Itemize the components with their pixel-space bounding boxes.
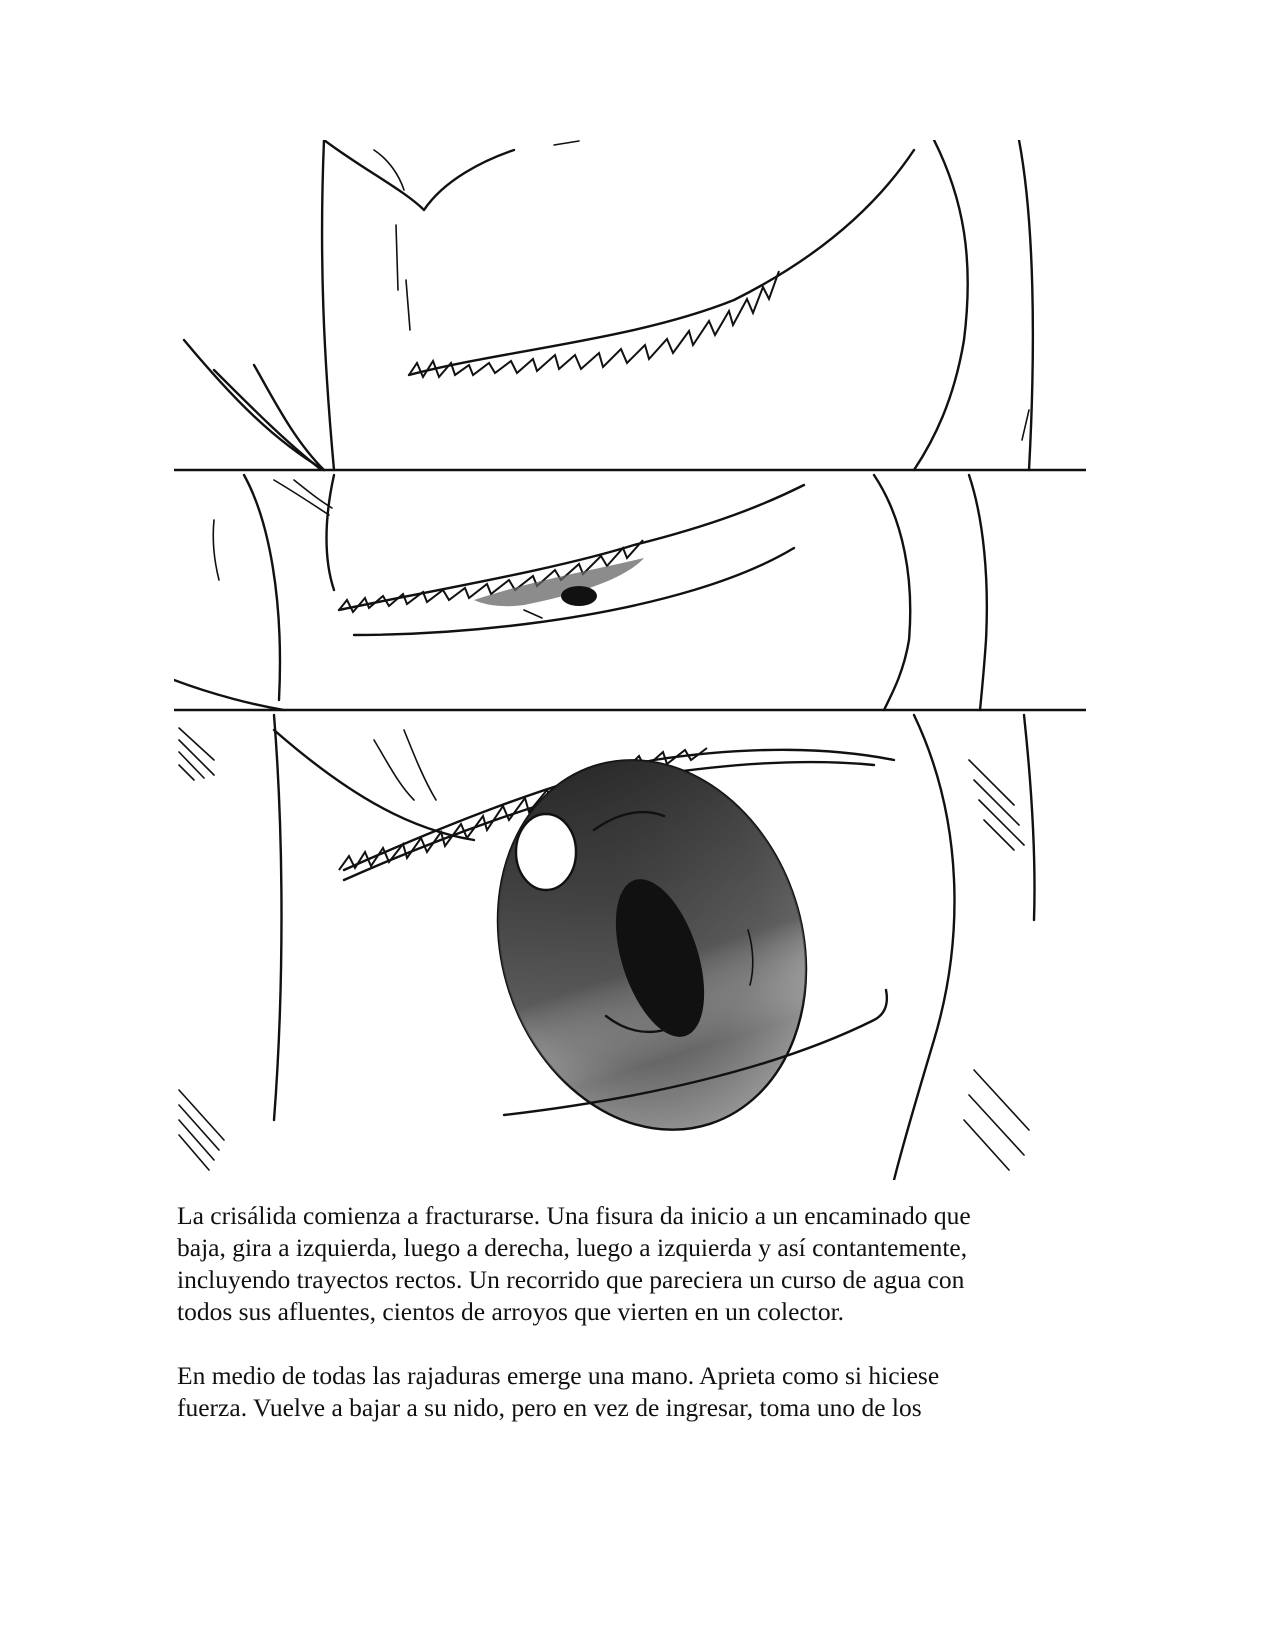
body-text (177, 1200, 1089, 1456)
manga-panels (174, 140, 1086, 1180)
half-open-eye-panel (174, 475, 1086, 710)
paragraph-2 (177, 1360, 1089, 1424)
text-line: fuerza. Vuelve a bajar a su nido, pero en vez de ingresar, toma uno de los (177, 1393, 922, 1422)
eye-highlight (516, 814, 576, 890)
text-line: todos sus afluentes, cientos de arroyos que vierten en un colector. (177, 1297, 845, 1326)
text-line: baja, gira a izquierda, luego a derecha, luego a izquierda y así contantemente, (177, 1233, 968, 1262)
closed-eye-panel (174, 140, 1086, 470)
text-line: En medio de todas las rajaduras emerge una mano. Aprieta como si hiciese (177, 1361, 940, 1390)
open-eye-panel (179, 715, 1035, 1180)
text-line: incluyendo trayectos rectos. Un recorrido que pareciera un curso de agua con (177, 1265, 965, 1294)
text-line: La crisálida comienza a fracturarse. Una fisura da inicio a un encaminado que (177, 1201, 971, 1230)
eye-opening-illustration (174, 140, 1086, 1180)
paragraph-1 (177, 1200, 1089, 1328)
